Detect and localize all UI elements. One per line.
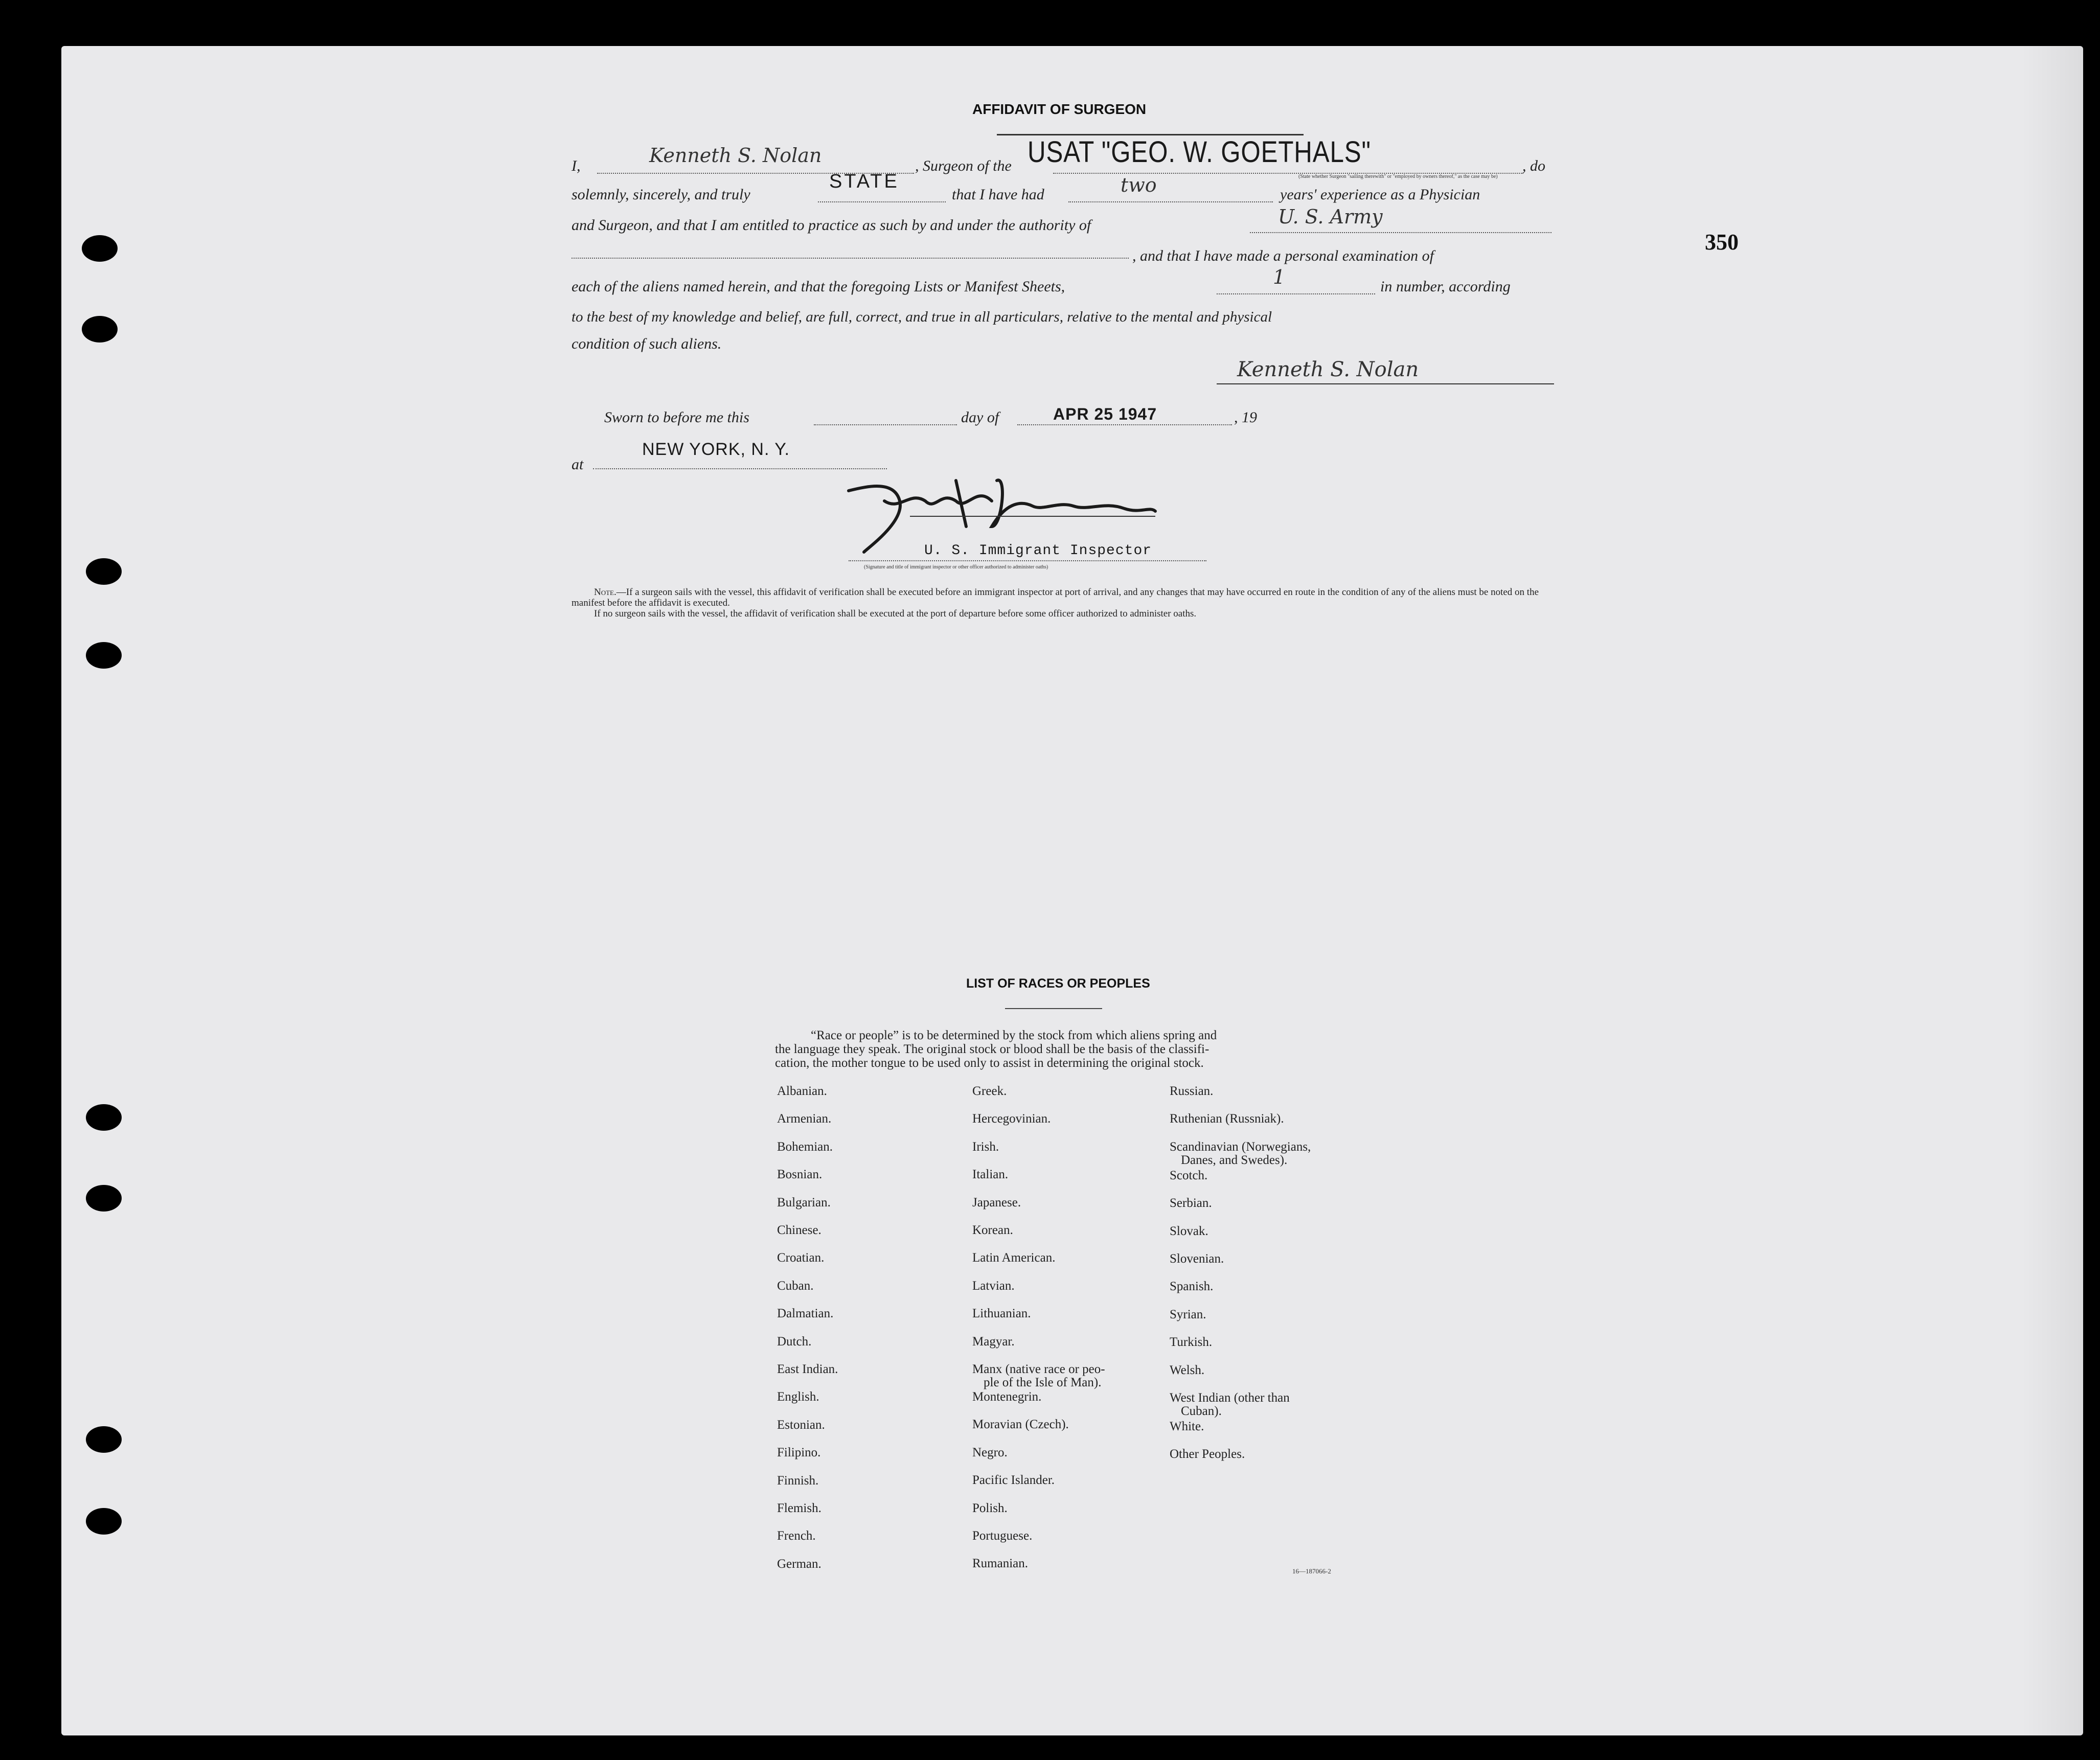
race-item: West Indian (other than	[1170, 1391, 1290, 1405]
race-item: Syrian.	[1170, 1308, 1206, 1321]
race-item: Cuban).	[1181, 1404, 1222, 1418]
race-item: Ruthenian (Russniak).	[1170, 1112, 1284, 1126]
race-item: Montenegrin.	[972, 1390, 1042, 1404]
at-label: at	[572, 456, 584, 473]
solemnly-label: solemnly, sincerely, and truly	[572, 186, 750, 203]
personal-exam-label: , and that I have made a personal examination of	[1132, 247, 1434, 264]
race-item: Flemish.	[777, 1501, 821, 1515]
binder-hole	[86, 1426, 122, 1453]
race-item: Dalmatian.	[777, 1307, 834, 1320]
race-item: Estonian.	[777, 1418, 825, 1432]
document-page	[61, 46, 2083, 1735]
race-item: Pacific Islander.	[972, 1473, 1055, 1487]
race-item: Irish.	[972, 1140, 999, 1154]
race-item: Slovak.	[1170, 1224, 1208, 1238]
binder-hole	[82, 235, 118, 262]
authority-handwritten: U. S. Army	[1278, 205, 1383, 228]
race-item: Magyar.	[972, 1335, 1015, 1348]
intro-line-2: the language they speak. The original stock or blood shall be the basis of the classifi-	[775, 1042, 1209, 1056]
race-item: Scotch.	[1170, 1169, 1208, 1182]
title-rule	[1005, 1008, 1102, 1009]
binder-hole	[86, 642, 122, 669]
race-item: Greek.	[972, 1084, 1007, 1098]
races-title: LIST OF RACES OR PEOPLES	[966, 976, 1150, 991]
binder-hole	[86, 1104, 122, 1131]
race-item: Cuban.	[777, 1279, 814, 1293]
surgeon-of-label: , Surgeon of the	[915, 157, 1012, 174]
inspector-signature	[838, 470, 1166, 552]
date-blank	[1017, 424, 1232, 425]
note-text-1: —If a surgeon sails with the vessel, this affidavit of verification shall be executed before an immigrant inspector at port of arrival, and any changes that may have occurred en route in the condition of any of the aliens must be noted on the manifest before the affidavit is executed.	[572, 587, 1539, 608]
race-item: Lithuanian.	[972, 1307, 1031, 1320]
race-item: Manx (native race or peo-	[972, 1362, 1105, 1376]
race-item: Latin American.	[972, 1251, 1056, 1265]
day-of-label: day of	[961, 409, 999, 426]
inspector-title: U. S. Immigrant Inspector	[924, 543, 1152, 559]
year-prefix-label: , 19	[1234, 409, 1257, 426]
binder-hole	[82, 316, 118, 342]
vessel-hint: (State whether Surgeon "sailing therewith" or "employed by owners thereof," as the case may be)	[1298, 174, 1498, 179]
each-alien-label: each of the aliens named herein, and that the foregoing Lists or Manifest Sheets,	[572, 278, 1065, 295]
binder-hole	[86, 558, 122, 585]
race-item: Danes, and Swedes).	[1181, 1153, 1288, 1167]
state-blank	[818, 201, 946, 202]
race-item: Russian.	[1170, 1084, 1214, 1098]
sworn-label: Sworn to before me this	[604, 409, 749, 426]
signature-line	[1217, 383, 1554, 384]
day-blank	[814, 424, 957, 425]
in-number-label: in number, according	[1380, 278, 1511, 295]
race-item: French.	[777, 1529, 816, 1543]
note-label: Note.	[594, 587, 617, 598]
inspector-blank	[849, 560, 1206, 561]
state-stamp: STATE	[829, 171, 899, 192]
race-item: Croatian.	[777, 1251, 825, 1265]
place-blank	[593, 468, 887, 469]
note-text-2: If no surgeon sails with the vessel, the affidavit of verification shall be executed at the port of departure before some officer authorized to administer oaths.	[594, 608, 1197, 619]
race-item: ple of the Isle of Man).	[984, 1376, 1102, 1389]
race-item: Rumanian.	[972, 1557, 1029, 1570]
race-item: Serbian.	[1170, 1196, 1212, 1210]
race-item: Albanian.	[777, 1084, 827, 1098]
binder-hole	[86, 1185, 122, 1212]
race-item: White.	[1170, 1420, 1204, 1433]
races-intro	[775, 1028, 1337, 1070]
vessel-stamp: USAT "GEO. W. GOETHALS"	[1028, 135, 1371, 169]
race-item: Moravian (Czech).	[972, 1418, 1069, 1431]
race-item: Armenian.	[777, 1112, 832, 1126]
i-label: I,	[572, 157, 581, 174]
race-item: Korean.	[972, 1223, 1013, 1237]
race-item: East Indian.	[777, 1362, 838, 1376]
race-item: Scandinavian (Norwegians,	[1170, 1140, 1311, 1154]
race-item: Slovenian.	[1170, 1252, 1224, 1266]
race-item: Hercegovinian.	[972, 1112, 1051, 1126]
authority-blank-2	[572, 258, 1129, 259]
best-knowledge-label: to the best of my knowledge and belief, are full, correct, and true in all particulars, relative to the mental and physical	[572, 309, 1272, 325]
form-code: 16—187066-2	[1292, 1567, 1331, 1575]
affidavit-title: AFFIDAVIT OF SURGEON	[972, 101, 1147, 117]
race-item: English.	[777, 1390, 819, 1404]
race-item: Japanese.	[972, 1196, 1021, 1209]
years-experience-label: years' experience as a Physician	[1280, 186, 1480, 203]
date-stamp: APR 25 1947	[1053, 405, 1157, 423]
race-item: Spanish.	[1170, 1279, 1214, 1293]
years-handwritten: two	[1121, 174, 1157, 196]
race-item: Negro.	[972, 1446, 1008, 1459]
years-blank	[1068, 201, 1273, 202]
race-item: Bulgarian.	[777, 1196, 831, 1209]
race-item: Dutch.	[777, 1335, 812, 1348]
inspector-hint: (Signature and title of immigrant inspector or other officer authorized to administer oaths)	[864, 564, 1048, 570]
affidavit-note	[572, 587, 1553, 619]
do-label: , do	[1522, 157, 1545, 174]
condition-label: condition of such aliens.	[572, 335, 722, 352]
surgeon-signature: Kenneth S. Nolan	[1237, 358, 1419, 381]
intro-line-1: “Race or people” is to be determined by the stock from which aliens spring and	[811, 1028, 1217, 1042]
race-item: Portuguese.	[972, 1529, 1033, 1543]
sheets-blank	[1217, 293, 1375, 294]
race-item: Italian.	[972, 1168, 1009, 1181]
race-item: Filipino.	[777, 1446, 821, 1459]
race-item: Turkish.	[1170, 1335, 1213, 1349]
race-item: German.	[777, 1557, 821, 1571]
race-item: Finnish.	[777, 1474, 819, 1488]
sheets-handwritten: 1	[1273, 266, 1286, 288]
page-number: 350	[1705, 230, 1739, 255]
race-item: Polish.	[972, 1501, 1008, 1515]
race-item: Chinese.	[777, 1223, 821, 1237]
that-i-have-had-label: that I have had	[952, 186, 1044, 203]
race-item: Other Peoples.	[1170, 1447, 1245, 1461]
entitled-label: and Surgeon, and that I am entitled to practice as such by and under the authority of	[572, 217, 1091, 234]
surgeon-name-handwritten: Kenneth S. Nolan	[649, 144, 822, 167]
intro-line-3: cation, the mother tongue to be used only to assist in determining the original stock.	[775, 1056, 1204, 1070]
race-item: Bohemian.	[777, 1140, 833, 1154]
race-item: Bosnian.	[777, 1168, 823, 1181]
place-stamp: NEW YORK, N. Y.	[642, 440, 790, 459]
race-item: Latvian.	[972, 1279, 1015, 1293]
authority-blank	[1250, 232, 1551, 233]
race-item: Welsh.	[1170, 1363, 1205, 1377]
binder-hole	[86, 1508, 122, 1535]
